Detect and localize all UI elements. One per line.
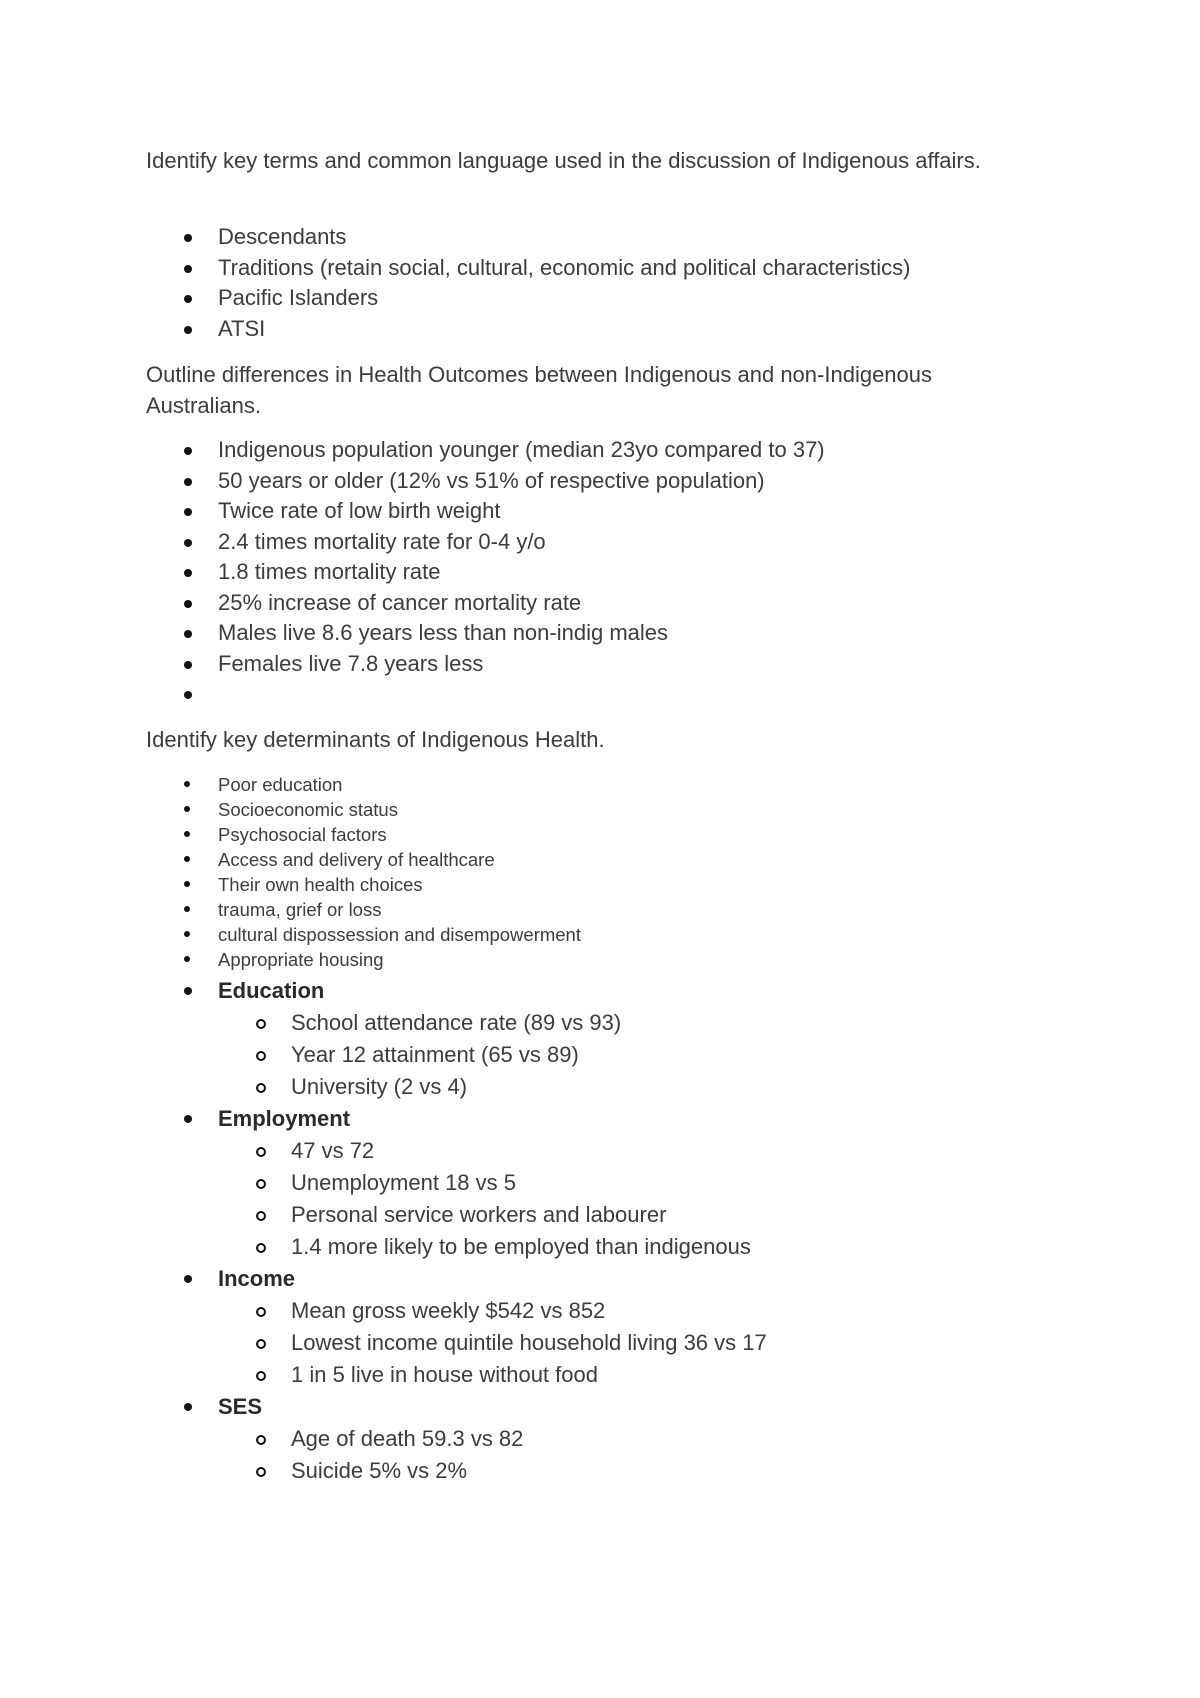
list-item-text: 2.4 times mortality rate for 0-4 y/o (218, 528, 546, 554)
group-heading-ses (0, 1391, 1200, 1423)
hollow-bullet-icon (256, 1211, 266, 1221)
list-item (0, 253, 1200, 284)
sub-list-item (0, 1199, 1200, 1231)
sub-list-item-text: University (2 vs 4) (291, 1074, 468, 1099)
list-item (0, 466, 1200, 497)
hollow-bullet-icon (256, 1339, 266, 1349)
list-item-text: 25% increase of cancer mortality rate (218, 589, 582, 615)
bullet-icon (184, 1115, 192, 1123)
bullet-icon (184, 478, 192, 486)
bullet-icon (184, 906, 190, 912)
sub-list-item (0, 1327, 1200, 1359)
list-item (0, 772, 1200, 797)
hollow-bullet-icon (256, 1179, 266, 1189)
determinant-groups-list (0, 975, 1200, 1487)
list-item (0, 897, 1200, 922)
list-item (0, 557, 1200, 588)
sub-list-item-text: Suicide 5% vs 2% (291, 1458, 468, 1483)
list-item (0, 947, 1200, 972)
hollow-bullet-icon (256, 1435, 266, 1445)
sub-list-item-text: Mean gross weekly $542 vs 852 (291, 1298, 606, 1323)
list-item-empty (0, 679, 1200, 710)
determinants-list (0, 772, 1200, 972)
bullet-icon (184, 569, 192, 577)
bullet-icon (184, 265, 192, 273)
list-item (0, 872, 1200, 897)
bullet-icon (184, 600, 192, 608)
hollow-bullet-icon (256, 1307, 266, 1317)
hollow-bullet-icon (256, 1243, 266, 1253)
health-outcomes-list (0, 435, 1200, 710)
group-label: SES (218, 1394, 263, 1419)
sub-list-item-text: Personal service workers and labourer (291, 1202, 667, 1227)
sub-list-item-text: Year 12 attainment (65 vs 89) (291, 1042, 579, 1067)
bullet-icon (184, 987, 192, 995)
bullet-icon (184, 295, 192, 303)
bullet-icon (184, 691, 192, 699)
list-item-text: Their own health choices (218, 874, 423, 895)
list-item-text: Twice rate of low birth weight (218, 498, 501, 523)
list-item (0, 922, 1200, 947)
list-item-text: Pacific Islanders (218, 285, 379, 310)
bullet-icon (184, 781, 190, 787)
list-item-text: cultural dispossession and disempowerment (218, 924, 581, 945)
bullet-icon (184, 831, 190, 837)
group-heading-education (0, 975, 1200, 1007)
hollow-bullet-icon (256, 1467, 266, 1477)
key-terms-list (0, 222, 1200, 344)
list-item (0, 649, 1200, 680)
bullet-icon (184, 508, 192, 516)
bullet-icon (184, 539, 192, 547)
list-item-text: Descendants (218, 224, 347, 249)
bullet-icon (184, 326, 192, 334)
list-item (0, 527, 1200, 558)
sub-list-item (0, 1167, 1200, 1199)
list-item-text: Access and delivery of healthcare (218, 849, 495, 870)
section-heading-key-terms: Identify key terms and common language used in the discussion of Indigenous affairs. (146, 148, 981, 173)
group-heading-employment (0, 1103, 1200, 1135)
list-item-text: 1.8 times mortality rate (218, 559, 441, 584)
sub-list-item (0, 1007, 1200, 1039)
bullet-icon (184, 881, 190, 887)
list-item-text: Psychosocial factors (218, 824, 387, 845)
list-item (0, 847, 1200, 872)
hollow-bullet-icon (256, 1147, 266, 1157)
section-heading-determinants: Identify key determinants of Indigenous Health. (146, 727, 605, 752)
sub-list-item-text: Age of death 59.3 vs 82 (291, 1426, 524, 1451)
sub-list-item (0, 1135, 1200, 1167)
sub-list-item (0, 1295, 1200, 1327)
sub-list-item-text: Unemployment 18 vs 5 (291, 1170, 516, 1195)
list-item-text: Appropriate housing (218, 949, 384, 970)
group-label: Education (218, 978, 325, 1003)
sub-list-item-text: 47 vs 72 (291, 1138, 375, 1163)
bullet-icon (184, 956, 190, 962)
sub-list-item (0, 1455, 1200, 1487)
sub-list-item (0, 1071, 1200, 1103)
bullet-icon (184, 234, 192, 242)
list-item-text: Males live 8.6 years less than non-indig males (218, 620, 669, 645)
list-item-text: Poor education (218, 774, 343, 795)
bullet-icon (184, 661, 192, 669)
list-item-text: Socioeconomic status (218, 799, 398, 820)
sub-list-item-text: 1.4 more likely to be employed than indigenous (291, 1234, 751, 1259)
bullet-icon (184, 1403, 192, 1411)
group-label: Employment (218, 1106, 351, 1131)
bullet-icon (184, 856, 190, 862)
list-item (0, 797, 1200, 822)
list-item-text: 50 years or older (12% vs 51% of respective population) (218, 467, 765, 493)
list-item-text: Traditions (retain social, cultural, economic and political characteristics) (218, 254, 911, 280)
hollow-bullet-icon (256, 1051, 266, 1061)
bullet-icon (184, 931, 190, 937)
sub-list-item-text: School attendance rate (89 vs 93) (291, 1010, 622, 1035)
bullet-icon (184, 806, 190, 812)
sub-list-item (0, 1039, 1200, 1071)
hollow-bullet-icon (256, 1019, 266, 1029)
list-item-text: trauma, grief or loss (218, 899, 382, 920)
list-item (0, 588, 1200, 619)
group-heading-income (0, 1263, 1200, 1295)
list-item (0, 222, 1200, 253)
list-item (0, 822, 1200, 847)
list-item-text: ATSI (218, 315, 266, 341)
sub-list-item (0, 1231, 1200, 1263)
sub-list-item (0, 1423, 1200, 1455)
list-item (0, 496, 1200, 527)
bullet-icon (184, 447, 192, 455)
list-item-text: Females live 7.8 years less (218, 650, 484, 676)
list-item-text: Indigenous population younger (median 23yo compared to 37) (218, 437, 825, 462)
hollow-bullet-icon (256, 1083, 266, 1093)
sub-list-item (0, 1359, 1200, 1391)
list-item (0, 314, 1200, 345)
hollow-bullet-icon (256, 1371, 266, 1381)
bullet-icon (184, 1275, 192, 1283)
bullet-icon (184, 630, 192, 638)
section-heading-health-outcomes: Outline differences in Health Outcomes between Indigenous and non-Indigenous Australians. (146, 362, 933, 418)
sub-list-item-text: Lowest income quintile household living 36 vs 17 (291, 1330, 767, 1355)
list-item (0, 618, 1200, 649)
list-item (0, 283, 1200, 314)
sub-list-item-text: 1 in 5 live in house without food (291, 1362, 598, 1387)
group-label: Income (218, 1266, 296, 1291)
list-item (0, 435, 1200, 466)
